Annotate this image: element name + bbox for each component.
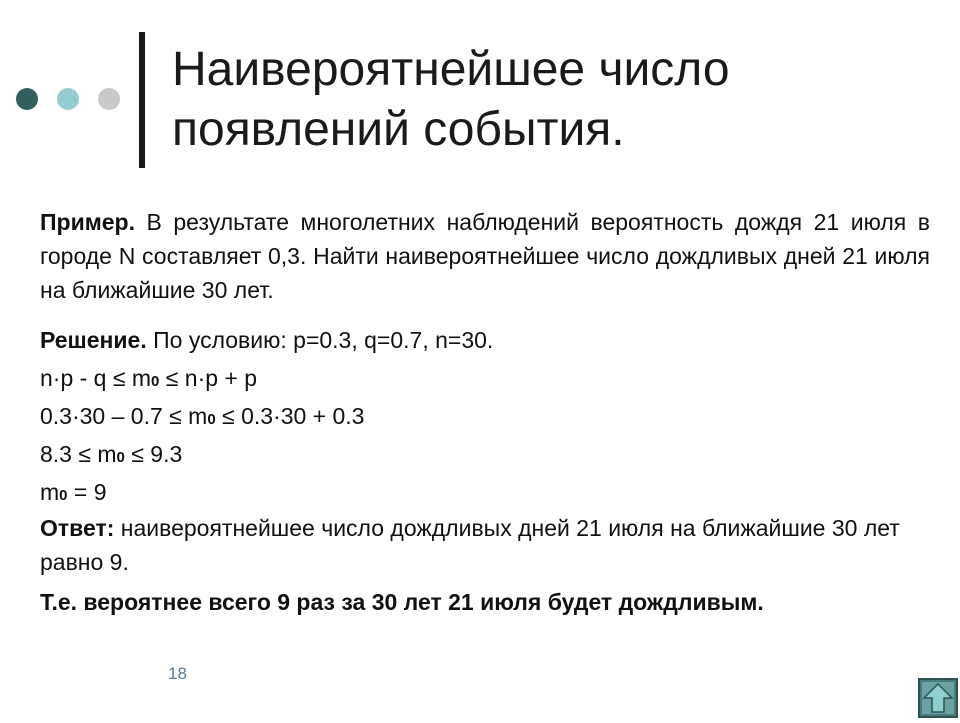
formula-1 bbox=[40, 359, 930, 397]
subscript-zero: 0 bbox=[207, 411, 216, 428]
formula-3 bbox=[40, 435, 930, 473]
formula-1-left: n·p - q ≤ m bbox=[40, 365, 152, 391]
example-text: В результате многолетних наблюдений вероятность дождя 21 июля в городе N составляет 0,3. Найти наивероятнейшее число дождливых дней 21 июля на ближайшие 30 лет. bbox=[40, 209, 930, 303]
solution-label: Решение. bbox=[40, 327, 147, 353]
slide-dot-gray bbox=[98, 88, 120, 110]
slide-dot-dark bbox=[16, 88, 38, 110]
formula-2-right: ≤ 0.3·30 + 0.3 bbox=[215, 403, 365, 429]
home-arrow-icon bbox=[918, 678, 958, 718]
conclusion-line bbox=[40, 583, 930, 621]
subscript-zero: 0 bbox=[116, 449, 125, 466]
formula-4-right: = 9 bbox=[67, 479, 107, 505]
title-divider bbox=[139, 32, 145, 168]
formula-1-right: ≤ n·p + p bbox=[159, 365, 258, 391]
slide-dot-teal bbox=[57, 88, 79, 110]
formula-3-left: 8.3 ≤ m bbox=[40, 441, 117, 467]
answer-paragraph bbox=[40, 511, 930, 579]
home-nav-button[interactable] bbox=[918, 678, 958, 718]
formula-2-left: 0.3·30 – 0.7 ≤ m bbox=[40, 403, 208, 429]
page-number: 18 bbox=[168, 664, 187, 683]
solution-line bbox=[40, 321, 930, 359]
formula-3-right: ≤ 9.3 bbox=[124, 441, 183, 467]
formula-4-left: m bbox=[40, 479, 60, 505]
example-label: Пример. bbox=[40, 209, 135, 235]
formula-2 bbox=[40, 397, 930, 435]
slide-content bbox=[40, 205, 930, 621]
slide-title bbox=[172, 40, 912, 160]
subscript-zero: 0 bbox=[59, 487, 68, 504]
conclusion-text: Т.е. вероятнее всего 9 раз за 30 лет 21 июля будет дождливым. bbox=[40, 589, 764, 615]
title-line-1: Наивероятнейшее число bbox=[172, 43, 730, 96]
answer-label: Ответ: bbox=[40, 515, 115, 541]
title-line-2: появлений события. bbox=[172, 103, 625, 156]
answer-text: наивероятнейшее число дождливых дней 21 июля на ближайшие 30 лет равно 9. bbox=[40, 515, 900, 575]
example-paragraph bbox=[40, 205, 930, 307]
solution-text: По условию: p=0.3, q=0.7, n=30. bbox=[146, 327, 494, 353]
formula-4 bbox=[40, 473, 930, 511]
subscript-zero: 0 bbox=[151, 373, 160, 390]
